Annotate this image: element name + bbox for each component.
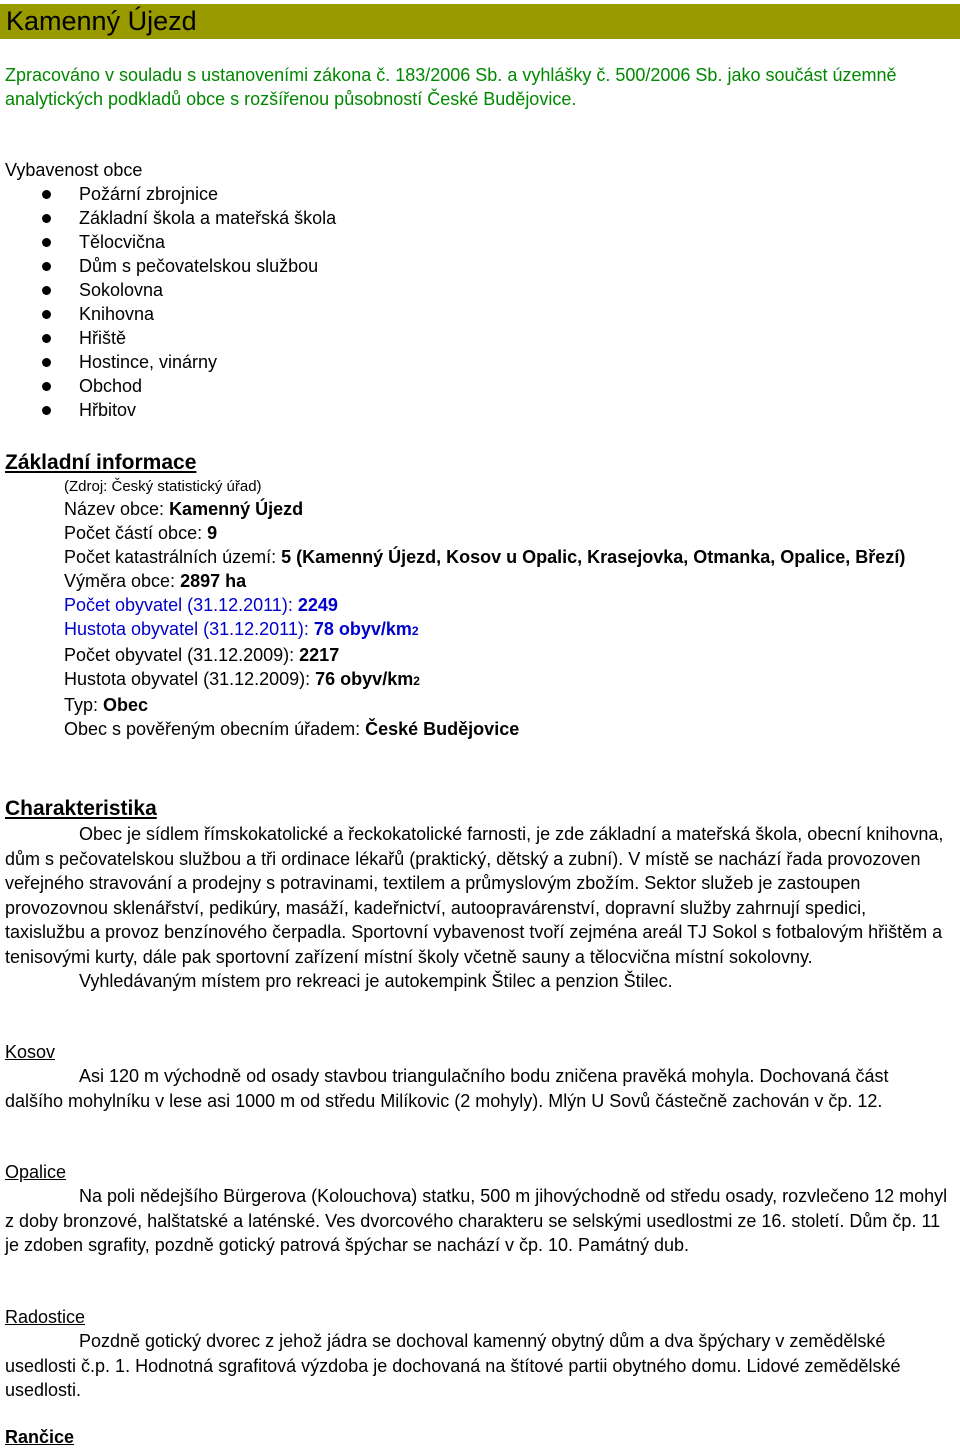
- info-value: Kamenný Újezd: [169, 499, 304, 519]
- amenities-section: [5, 158, 905, 422]
- info-label: Název obce:: [64, 499, 170, 519]
- info-value: 5 (Kamenný Újezd, Kosov u Opalic, Krasejovka, Otmanka, Opalice, Březí): [281, 547, 906, 567]
- list-item-label: Dům s pečovatelskou službou: [79, 256, 319, 276]
- info-row-parts: [5, 521, 945, 545]
- radostice-section: [5, 1305, 950, 1403]
- bullet-icon: [42, 406, 51, 415]
- intro-text: Zpracováno v souladu s ustanoveními zákona č. 183/2006 Sb. a vyhlášky č. 500/2006 Sb. jako součást územně analytických podkladů obce s rozšířenou působností České Budějovice.: [5, 65, 897, 109]
- characteristics-paragraph: Obec je sídlem římskokatolické a řeckokatolické farnosti, je zde základní a mateřská škola, obecní knihovna, dům s pečovatelskou službou a tři ordinace lékařů (praktický, dětský a zubní). V místě se nachází řada provozoven veřejného stravování a prodejny s potravinami, textilem a průmyslovým zbožím. Sektor služeb je zastoupen provozovnou sklenářství, pedikúry, masáží, kadeřnictví, autoopravárenství, dopravní služby zahrnují spedici, taxislužbu a provoz benzínového čerpadla. Sportovní vybavenost tvoří zejména areál TJ Sokol s fotbalovým hřištěm a tenisovými kurty, dále pak sportovní zařízení místní školy včetně sauny a tělocvična místní sokolovny.: [5, 824, 944, 967]
- characteristics-heading: Charakteristika: [5, 797, 157, 820]
- list-item: [5, 350, 905, 374]
- list-item-label: Obchod: [79, 376, 143, 396]
- rancice-heading: Rančice: [5, 1427, 75, 1447]
- info-row-area: [5, 569, 945, 593]
- bullet-icon: [42, 262, 51, 271]
- list-item-label: Požární zbrojnice: [79, 184, 219, 204]
- list-item: [5, 206, 905, 230]
- list-item-label: Hřbitov: [79, 400, 137, 420]
- info-value: 9: [207, 523, 218, 543]
- info-label: Počet obyvatel (31.12.2011):: [64, 595, 298, 615]
- info-label: Typ:: [64, 695, 104, 715]
- info-row-dens2009: [5, 667, 945, 693]
- info-row-name: [5, 497, 945, 521]
- bullet-icon: [42, 190, 51, 199]
- list-item: [5, 278, 905, 302]
- info-value: 78 obyv/km: [313, 619, 412, 639]
- list-item-label: Knihovna: [79, 304, 155, 324]
- rancice-section: [5, 1425, 950, 1449]
- info-value: Obec: [103, 695, 149, 715]
- list-item: [5, 326, 905, 350]
- page-title: Kamenný Újezd: [6, 6, 197, 36]
- title-bar: [0, 4, 960, 39]
- characteristics-paragraph: Vyhledávaným místem pro rekreaci je autokempink Štilec a penzion Štilec.: [79, 971, 673, 991]
- info-label: Hustota obyvatel (31.12.2009):: [64, 669, 316, 689]
- bullet-icon: [42, 286, 51, 295]
- info-label: Obec s pověřeným obecním úřadem:: [64, 719, 366, 739]
- opalice-text: Na poli nědejšího Bürgerova (Kolouchova) statku, 500 m jihovýchodně od středu osady, rozvlečeno 12 mohyl z doby bronzové, halštatské a laténské. Ves dvorcového charakteru se selskými usedlostmi ze 16. století. Dům čp. 11 je zdoben sgrafity, pozdně gotický patrová špýchar se nachází v čp. 10. Památný dub.: [5, 1186, 948, 1255]
- opalice-section: [5, 1160, 950, 1258]
- info-value: 76 obyv/km: [315, 669, 414, 689]
- list-item: [5, 254, 905, 278]
- info-value: 2897 ha: [180, 571, 247, 591]
- info-row-office: [5, 717, 945, 741]
- info-label: Počet katastrálních území:: [64, 547, 282, 567]
- list-item: [5, 302, 905, 326]
- list-item: [5, 374, 905, 398]
- info-source: (Zdroj: Český statistický úřad): [64, 478, 262, 495]
- list-item-label: Základní škola a mateřská škola: [79, 208, 337, 228]
- info-row-dens2011: [5, 617, 945, 643]
- list-item-label: Sokolovna: [79, 280, 164, 300]
- list-item: [5, 182, 905, 206]
- list-item: [5, 398, 905, 422]
- list-item-label: Hřiště: [79, 328, 127, 348]
- list-item: [5, 230, 905, 254]
- info-value: České Budějovice: [365, 719, 520, 739]
- info-row-type: [5, 693, 945, 717]
- kosov-section: [5, 1040, 950, 1113]
- bullet-icon: [42, 382, 51, 391]
- kosov-heading: Kosov: [5, 1042, 56, 1062]
- info-label: Počet obyvatel (31.12.2009):: [64, 645, 300, 665]
- info-row-pop2011: [5, 593, 945, 617]
- info-value: 2249: [297, 595, 338, 615]
- info-row-cadastral: [5, 545, 945, 569]
- bullet-icon: [42, 310, 51, 319]
- bullet-icon: [42, 334, 51, 343]
- info-row-pop2009: [5, 643, 945, 667]
- list-item-label: Tělocvična: [79, 232, 166, 252]
- basic-info-section: [5, 450, 945, 741]
- bullet-icon: [42, 214, 51, 223]
- amenities-heading: Vybavenost obce: [5, 160, 143, 180]
- info-value: 2217: [299, 645, 340, 665]
- list-item-label: Hostince, vinárny: [79, 352, 218, 372]
- info-label: Výměra obce:: [64, 571, 181, 591]
- info-label: Počet částí obce:: [64, 523, 208, 543]
- amenities-list: [5, 182, 905, 422]
- bullet-icon: [42, 358, 51, 367]
- basic-info-heading: Základní informace: [5, 451, 197, 474]
- radostice-heading: Radostice: [5, 1307, 86, 1327]
- radostice-text: Pozdně gotický dvorec z jehož jádra se dochoval kamenný obytný dům a dva špýchary v zemědělské usedlosti č.p. 1. Hodnotná sgrafitová výzdoba je dochovaná na štítové partii obytného domu. Lidové zemědělské usedlosti.: [5, 1331, 901, 1400]
- info-value-exponent: 2: [411, 624, 419, 638]
- characteristics-section: [5, 796, 950, 994]
- bullet-icon: [42, 238, 51, 247]
- opalice-heading: Opalice: [5, 1162, 67, 1182]
- kosov-text: Asi 120 m východně od osady stavbou triangulačního bodu zničena pravěká mohyla. Dochovaná část dalšího mohylníku v lese asi 1000 m od středu Milíkovic (2 mohyly). Mlýn U Sovů částečně zachován v čp. 12.: [5, 1066, 889, 1111]
- info-value-exponent: 2: [413, 674, 420, 688]
- info-label: Hustota obyvatel (31.12.2011):: [64, 619, 314, 639]
